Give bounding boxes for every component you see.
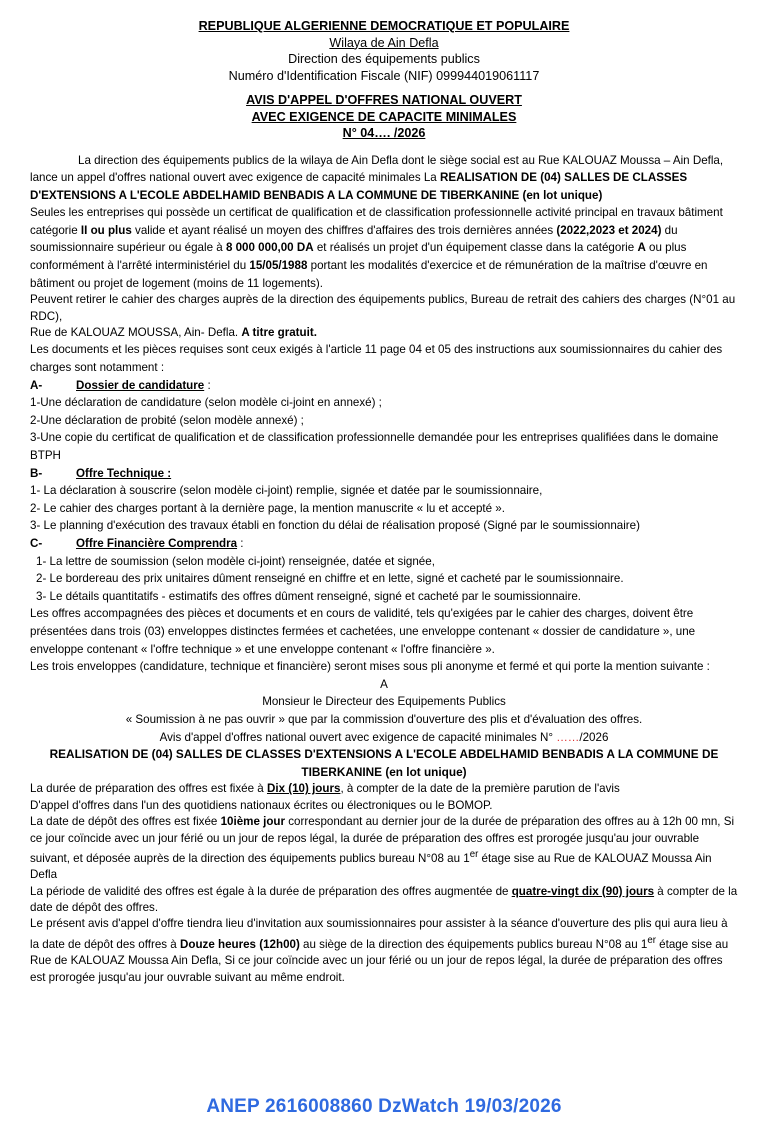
deadline-prep-text-a: La durée de préparation des offres est fixée à: [30, 782, 267, 796]
section-c-heading: [30, 535, 738, 553]
republic-heading: REPUBLIQUE ALGERIENNE DEMOCRATIQUE ET POPULAIRE: [198, 19, 570, 33]
deadline-open-text-a: Le présent avis d'appel d'offre tiendra lieu d'invitation aux soumissionnaires pour assister à la séance d'ouverture des plis qui aura lieu à la date de dépôt des offres à: [30, 917, 728, 951]
qual-text-6: portant les modalités d'exercice et de rémunération de la maîtrise d'œuvre en bâtiment ou projet de logement (moins de 11 logements).: [30, 259, 708, 290]
qual-amount: 8 000 000,00 DA: [225, 241, 314, 255]
deadline-sub-ordinal: er: [469, 848, 479, 860]
withdrawal-free-note: A titre gratuit.: [241, 326, 317, 340]
document-body: [30, 152, 738, 986]
withdrawal-line2: [30, 325, 738, 341]
section-b-letter: B-: [30, 466, 43, 480]
envelopes-mention-paragraph: Les trois enveloppes (candidature, technique et financière) seront mises sous pli anonyme et fermé et qui porte la mention suivante :: [30, 660, 710, 674]
deadline-prep-duration: Dix (10) jours: [266, 782, 341, 796]
address-a: A: [380, 677, 388, 691]
avis-blank-dots: ……: [556, 730, 580, 744]
deadline-sub-text-c: étage sise au Rue de KALOUAZ Moussa Ain Defla: [30, 851, 712, 882]
qual-decree-date: 15/05/1988: [249, 259, 308, 273]
notice-title-line1: AVIS D'APPEL D'OFFRES NATIONAL OUVERT: [246, 93, 522, 107]
notice-number: N° 04…. /2026: [342, 126, 426, 140]
qualification-paragraph: [30, 204, 738, 292]
address-project-line1: REALISATION DE (04) SALLES DE CLASSES D'EXTENSIONS A L'ECOLE ABDELHAMID BENBADIS A LA COMMUNE DE: [49, 747, 719, 762]
section-a-colon: :: [204, 378, 211, 392]
withdrawal-line1: Peuvent retirer le cahier des charges auprès de la direction des équipements publics, Bureau de retrait des cahiers des charges (N°01 au RDC),: [30, 293, 736, 323]
deadline-val-text-a: La période de validité des offres est égale à la durée de préparation des offres augmentée de: [30, 884, 512, 898]
section-a-heading: [30, 377, 738, 395]
section-b-name: Offre Technique :: [76, 466, 172, 480]
envelopes-paragraph: Les offres accompagnées des pièces et documents et en cours de validité, tels qu'exigées par le cahier des charges, doivent être présentées dans trois (03) enveloppes distinctes fermées et cachetées, une enveloppe contenant « dossier de candidature », une enveloppe contenant « l'offre technique » et une enveloppe contenant « l'offre financière ».: [30, 607, 696, 656]
list-item: 2- Le cahier des charges portant à la dernière page, la mention manuscrite « lu et accepté ».: [30, 501, 505, 515]
section-b-heading: [30, 465, 738, 483]
notice-title-line2: AVEC EXIGENCE DE CAPACITE MINIMALES: [251, 109, 517, 124]
qual-text-1: Seules les entreprises qui possède un certificat de qualification et de classification professionnelle activité principal en travaux bâtiment catégorie: [30, 206, 723, 237]
intro-project-title: REALISATION DE (04) SALLES DE CLASSES D'EXTENSIONS A L'ECOLE ABDELHAMID BENBADIS A LA COMMUNE DE TIBERKANINE (en lot unique): [30, 171, 688, 202]
avis-prefix: Avis d'appel d'offres national ouvert avec exigence de capacité minimales N°: [159, 730, 557, 744]
wilaya-heading: Wilaya de Ain Defla: [329, 35, 439, 50]
deadline-open-ordinal: er: [647, 934, 656, 946]
deadline-publication: D'appel d'offres dans l'un des quotidiens nationaux écrites ou électroniques ou le BOMOP.: [30, 798, 493, 812]
anep-reference: ANEP 2616008860 DzWatch 19/03/2026: [206, 1096, 562, 1117]
deadline-validity: [30, 884, 738, 917]
intro-text: La direction des équipements publics de la wilaya de Ain Defla dont le siège social est au Rue KALOUAZ Moussa – Ain Defla, lance un appel d'offres national ouvert avec exigence de capacité minimales La: [30, 153, 724, 185]
qual-text-4: et réalisés un projet d'un équipement classe dans la catégorie: [313, 241, 638, 255]
intro-paragraph: [30, 152, 738, 205]
qual-text-5: ou plus conformément à l'arrêté interministériel du: [30, 241, 687, 273]
deadline-open-time: Douze heures (12h00): [179, 937, 300, 951]
deadline-sub-text-b: correspondant au dernier jour de la durée de préparation des offres au à 12h 00 mn, Si ce jour coïncide avec un jour férié ou un jour de repos légal, la durée de préparation des offres est prorogée jusqu'au jour ouvrable suivant, et déposée auprès de la direction des équipements publics bureau N°08 au 1: [30, 815, 735, 865]
list-item: 2-Une déclaration de probité (selon modèle annexé) ;: [30, 413, 304, 427]
deadline-open-text-b: au siège de la direction des équipements publics bureau N°08 au 1: [299, 937, 648, 951]
deadline-submission: [30, 814, 738, 883]
list-item: 1-Une déclaration de candidature (selon modèle ci-joint en annexé) ;: [30, 396, 382, 410]
qual-years: (2022,2023 et 2024): [556, 223, 662, 237]
address-project-line2: TIBERKANINE (en lot unique): [301, 764, 467, 779]
deadline-preparation: [30, 781, 738, 797]
section-c-colon: :: [237, 537, 244, 550]
header-spacer: [30, 84, 738, 92]
document-footer: [0, 1096, 768, 1118]
deadline-opening-session: [30, 916, 738, 985]
list-item: 3-Une copie du certificat de qualification et de classification professionnelle demandée pour les entreprises qualifiées dans le domaine BTPH: [30, 431, 719, 463]
deadline-sub-day: 10ième jour: [220, 815, 286, 829]
address-director: Monsieur le Directeur des Equipements Publics: [262, 695, 506, 709]
direction-heading: Direction des équipements publics: [288, 52, 480, 66]
document-header: [30, 18, 738, 142]
section-c-letter: C-: [30, 537, 43, 550]
list-item: 1- La déclaration à souscrire (selon modèle ci-joint) remplie, signée et datée par le soumissionnaire,: [30, 484, 543, 498]
deadline-val-text-b: à compter de la date de dépôt des offres.: [30, 884, 738, 915]
deadline-open-text-c: étage sise au Rue de KALOUAZ Moussa Ain Defla, Si ce jour coïncide avec un jour férié ou un jour de repos légal, la durée de préparation des offres est prorogée jusqu'au jour ouvrable suivant au même endroit.: [30, 937, 729, 984]
documents-intro-paragraph: Les documents et les pièces requises sont ceux exigés à l'article 11 page 04 et 05 des instructions aux soumissionnaires du cahier des charges sont notamment :: [30, 343, 723, 375]
qual-category: II ou plus: [80, 223, 132, 237]
list-item: 3- Le planning d'exécution des travaux établi en fonction du délai de réalisation proposé (Signé par le soumissionnaire): [30, 519, 640, 533]
qual-text-2: valide et ayant réalisé un moyen des chiffres d'affaires des trois dernières années: [131, 223, 557, 237]
section-c-name: Offre Financière Comprendra: [76, 537, 238, 550]
deadline-prep-text-b: , à compter de la date de la première parution de l'avis: [340, 782, 620, 796]
deadline-val-duration: quatre-vingt dix (90) jours: [511, 884, 655, 898]
section-a-letter: A-: [30, 378, 43, 392]
qual-class: A: [637, 241, 646, 255]
deadline-sub-text-a: La date de dépôt des offres est fixée: [30, 815, 221, 829]
avis-suffix: /2026: [579, 730, 609, 744]
address-avis-reference: [30, 729, 738, 747]
list-item: 1- La lettre de soumission (selon modèle ci-joint) renseignée, datée et signée,: [36, 554, 435, 568]
address-soumission-mention: « Soumission à ne pas ouvrir » que par la commission d'ouverture des plis et d'évaluation des offres.: [125, 712, 643, 726]
section-a-name: Dossier de candidature: [76, 378, 205, 392]
withdrawal-address: Rue de KALOUAZ MOUSSA, Ain- Defla.: [30, 326, 242, 340]
qual-text-3: du soumissionnaire supérieur ou égale à: [30, 223, 678, 255]
list-item: 3- Le détails quantitatifs - estimatifs des offres dûment renseigné, signé et cacheté par le soumissionnaire.: [36, 589, 581, 603]
nif-line: Numéro d'Identification Fiscale (NIF) 099944019061117: [228, 68, 540, 83]
list-item: 2- Le bordereau des prix unitaires dûment renseigné en chiffre et en lette, signé et cacheté par le soumissionnaire.: [36, 572, 624, 586]
